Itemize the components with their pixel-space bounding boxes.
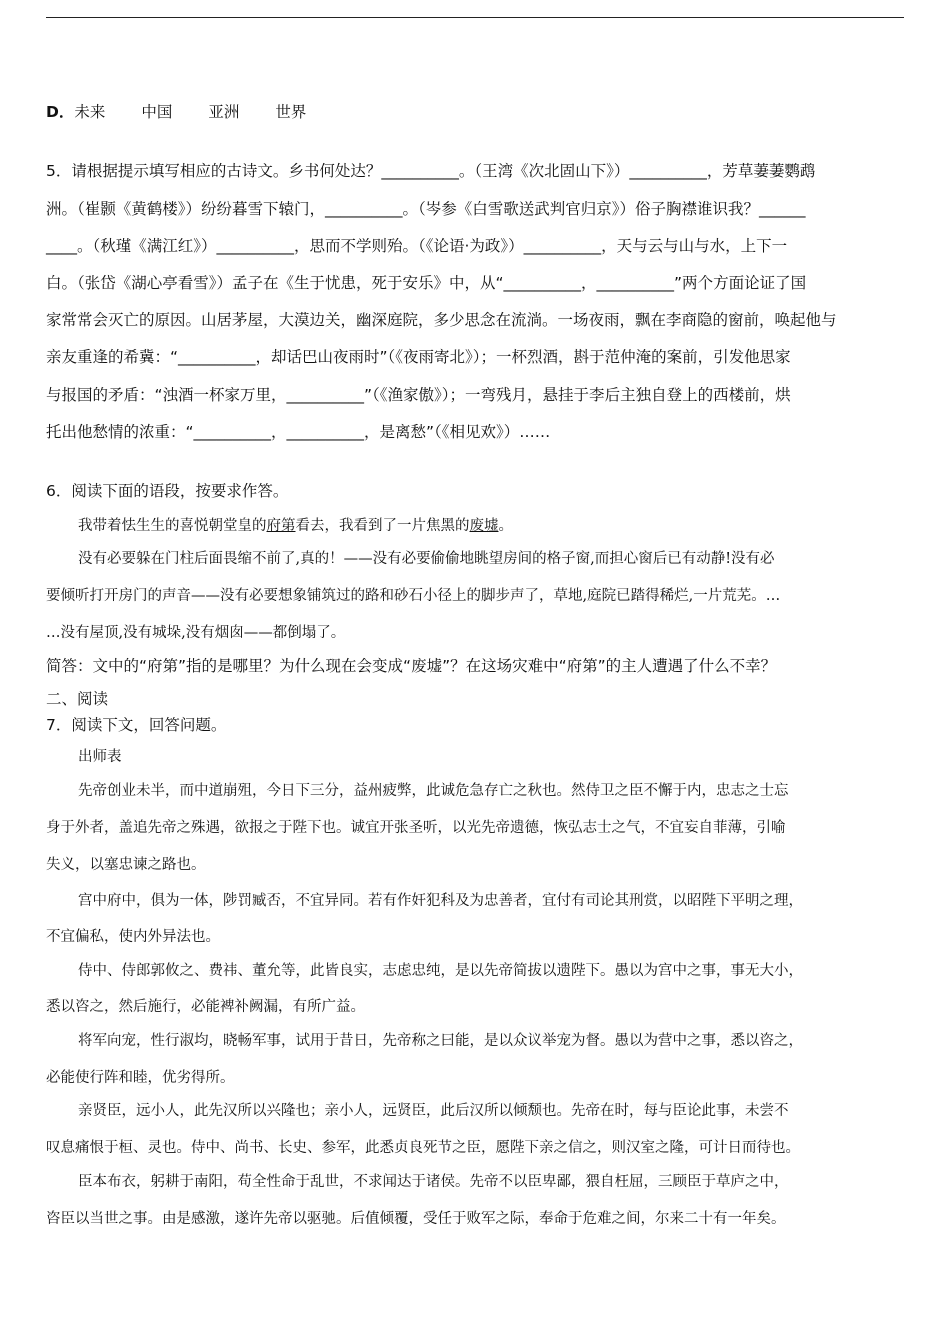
- q7-title: 7．阅读下文，回答问题。: [46, 716, 227, 734]
- q7-line: 咨臣以当世之事。由是感激，遂许先帝以驱驰。后值倾覆，受任于败军之际，奉命于危难之间，尔来二十有一年矣。: [46, 1211, 786, 1227]
- q5-line: 亲友重逢的希冀：“__________，却话巴山夜雨时”（《夜雨寄北》）；一杯烈酒，斟于范仲淹的案前，引发他思家: [46, 348, 791, 366]
- q5-line: 与报国的矛盾：“浊酒一杯家万里，__________”（《渔家傲》）；一弯残月，悬挂于李后主独自登上的西楼前，烘: [46, 386, 791, 404]
- option-d-label: D．: [46, 103, 75, 121]
- q7-line: 臣本布衣，躬耕于南阳，苟全性命于乱世，不求闻达于诸侯。先帝不以臣卑鄙，猥自枉屈，三顾臣于草庐之中，: [78, 1174, 789, 1190]
- q6-para-1: [78, 516, 904, 536]
- option-d-item: 亚洲: [208, 103, 240, 121]
- q6-text: 看去，我看到了一片焦黑的: [295, 518, 470, 534]
- q7-line: 悉以咨之，然后施行，必能裨补阙漏，有所广益。: [46, 999, 365, 1015]
- option-d-item: 未来: [74, 103, 106, 121]
- q7-line: 必能使行阵和睦，优劣得所。: [46, 1070, 235, 1086]
- q6-question: 简答：文中的“府第”指的是哪里？为什么现在会变成“废墟”？在这场灾难中“府第”的主人遭遇了什么不幸？: [46, 657, 777, 675]
- q6-underlined-term: 废墟: [469, 518, 499, 534]
- q7-line: 失义，以塞忠谏之路也。: [46, 857, 206, 873]
- q7-line: 宫中府中，俱为一体，陟罚臧否，不宜异同。若有作奸犯科及为忠善者，宜付有司论其刑赏，以昭陛下平明之理，: [78, 893, 803, 909]
- q5-line: 托出他愁情的浓重：“__________，__________，是离愁”（《相见欢》）……: [46, 423, 551, 441]
- q6-text: 我带着怯生生的喜悦朝堂皇的: [78, 518, 267, 534]
- q5-line: 5．请根据提示填写相应的古诗文。乡书何处达？__________。（王湾《次北固山下》）__________，芳草萋萋鹦鹉: [46, 162, 816, 180]
- q7-line: 侍中、侍郎郭攸之、费祎、董允等，此皆良实，志虑忠纯，是以先帝简拔以遗陛下。愚以为宫中之事，事无大小，: [78, 963, 803, 979]
- q7-line: 亲贤臣，远小人，此先汉所以兴隆也；亲小人，远贤臣，此后汉所以倾颓也。先帝在时，每与臣论此事，未尝不: [78, 1103, 789, 1119]
- q6-para-2-line: 没有必要躲在门柱后面畏缩不前了,真的！——没有必要偷偷地眺望房间的格子窗,而担心窗后已有动静!没有必: [78, 551, 775, 567]
- q6-underlined-term: 府第: [266, 518, 296, 534]
- q5-line: 白。（张岱《湖心亭看雪》）孟子在《生于忧患，死于安乐》中，从“__________，__________”两个方面论证了国: [46, 274, 807, 292]
- q7-line: 不宜偏私，使内外异法也。: [46, 929, 220, 945]
- q5-line: 家常常会灭亡的原因。山居茅屋，大漠边关，幽深庭院，多少思念在流淌。一场夜雨，飘在李商隐的窗前，唤起他与: [46, 311, 837, 329]
- q5-line: 洲。（崔颢《黄鹤楼》）纷纷暮雪下辕门，__________。（岑参《白雪歌送武判官归京》）俗子胸襟谁识我？______: [46, 200, 806, 218]
- q7-line: 身于外者，盖追先帝之殊遇，欲报之于陛下也。诚宜开张圣听，以光先帝遗德，恢弘志士之气，不宜妄自菲薄，引喻: [46, 820, 786, 836]
- q7-line: 先帝创业未半，而中道崩殂，今日下三分，益州疲弊，此诚危急存亡之秋也。然侍卫之臣不懈于内，忠志之士忘: [78, 783, 789, 799]
- header-rule: [46, 17, 904, 18]
- q5-line: ____。（秋瑾《满江红》）__________，思而不学则殆。（《论语·为政》）__________，天与云与山与水，上下一: [46, 237, 788, 255]
- q7-text-heading: 出师表: [78, 749, 122, 765]
- q6-para-2-line: …没有屋顶,没有城垛,没有烟囱——都倒塌了。: [46, 625, 346, 641]
- q6-para-2-line: 要倾听打开房门的声音——没有必要想象铺筑过的路和砂石小径上的脚步声了，草地,庭院已踏得稀烂,一片荒芜。…: [46, 588, 781, 604]
- q6-text: 。: [498, 518, 513, 534]
- q7-line: 叹息痛恨于桓、灵也。侍中、尚书、长史、参军，此悉贞良死节之臣，愿陛下亲之信之，则汉室之隆，可计日而待也。: [46, 1140, 800, 1156]
- option-d-item: 中国: [141, 103, 173, 121]
- option-d-item: 世界: [275, 103, 307, 121]
- q6-title: 6．阅读下面的语段，按要求作答。: [46, 482, 289, 500]
- q7-line: 将军向宠，性行淑均，晓畅军事，试用于昔日，先帝称之曰能，是以众议举宠为督。愚以为营中之事，悉以咨之，: [78, 1033, 803, 1049]
- section-heading: 二、阅读: [46, 690, 109, 708]
- option-d: [46, 102, 904, 122]
